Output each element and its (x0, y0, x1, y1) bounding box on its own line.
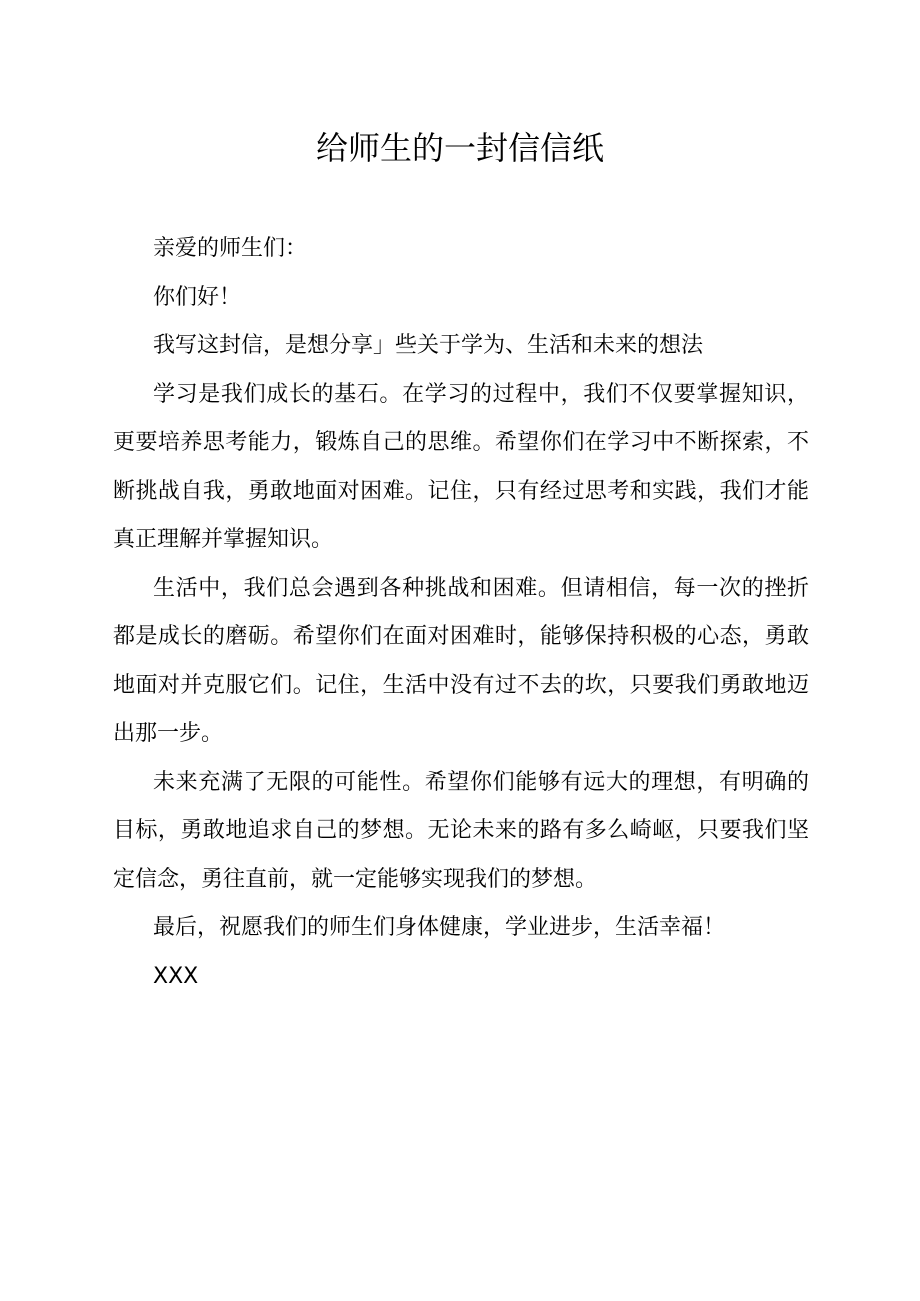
paragraph-study: 学习是我们成长的基石。在学习的过程中，我们不仅要掌握知识，更要培养思考能力，锻炼自己的思维。希望你们在学习中不断探索，不断挑战自我，勇敢地面对困难。记住，只有经过思考和实践，我们才能真正理解并掌握知识。 (113, 381, 809, 552)
page-title: 给师生的一封信信纸 (315, 129, 604, 167)
paragraph-life: 生活中，我们总会遇到各种挑战和困难。但请相信，每一次的挫折都是成长的磨砺。希望你们在面对困难时，能够保持积极的心态，勇敢地面对并克服它们。记住，生活中没有过不去的坎，只要我们勇敢地迈出那一步。 (113, 575, 809, 746)
intro-paragraph: 我写这封信，是想分享」些关于学为、生活和未来的想法 (153, 333, 704, 358)
greeting: 亲爱的师生们： (153, 236, 308, 261)
salutation: 你们好！ (153, 284, 242, 310)
closing-wish: 最后，祝愿我们的师生们身体健康，学业进步，生活幸福！ (153, 915, 726, 940)
paragraph-future: 未来充满了无限的可能性。希望你们能够有远大的理想，有明确的目标，勇敢地追求自己的梦想。无论未来的路有多么崎岖，只要我们坚定信念，勇往直前，就一定能够实现我们的梦想。 (113, 769, 809, 892)
signature: XXX (153, 963, 199, 989)
letter-body (113, 225, 809, 1001)
